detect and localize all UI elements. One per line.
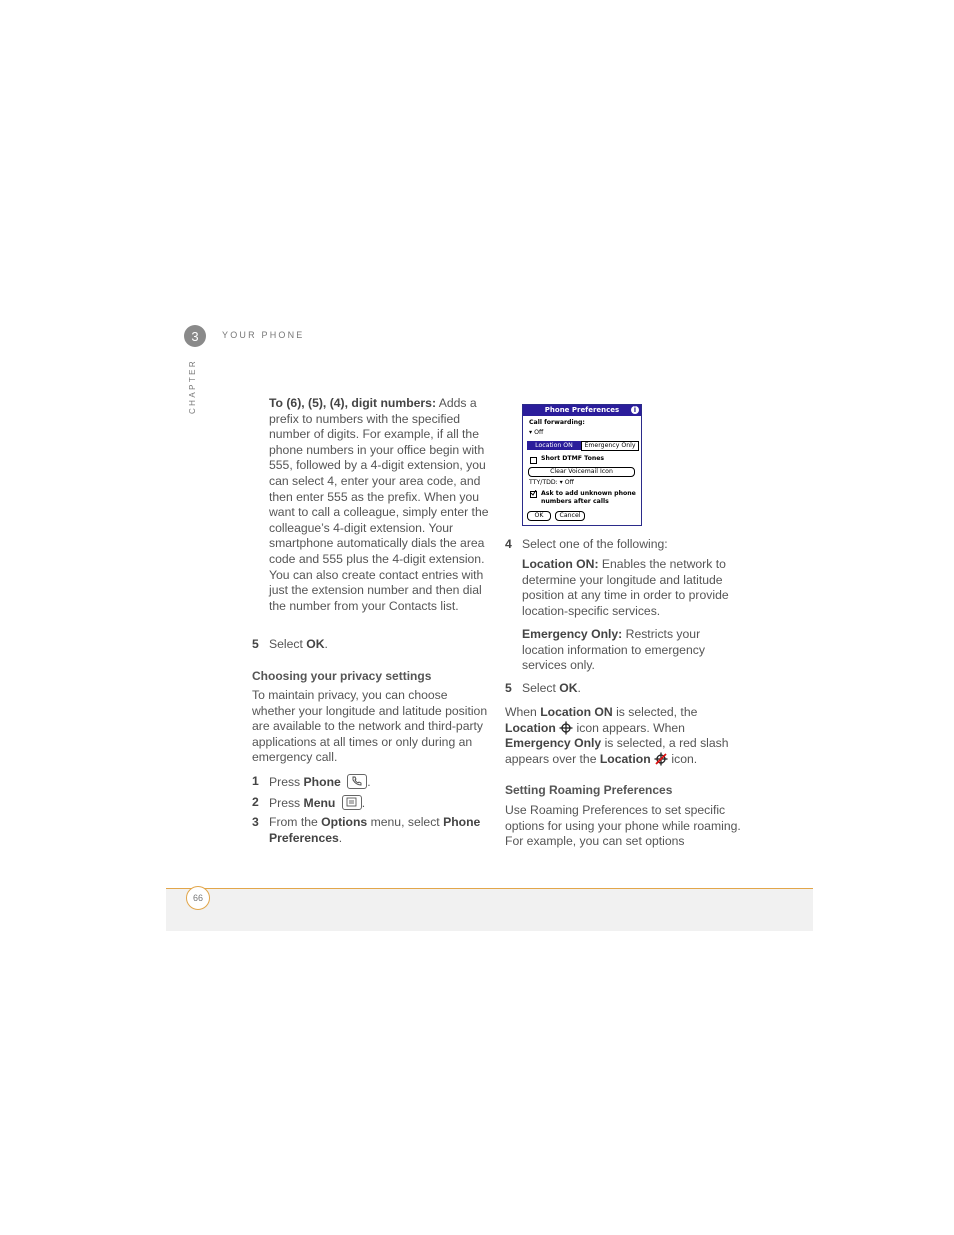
menu-key-icon	[342, 795, 362, 810]
step-item: 2 Press Menu .	[252, 794, 366, 810]
step-item: 1 Press Phone .	[252, 774, 371, 789]
short-dtmf-checkbox-icon	[530, 457, 537, 464]
text: icon.	[668, 751, 698, 766]
left-step-5: 5 Select OK.	[252, 637, 328, 651]
step-item	[252, 815, 492, 846]
location-on-desc: Enables the network to determine your longitude and latitude position at any time in order to provide location-specific services.	[522, 557, 729, 618]
step-text: Select	[522, 681, 560, 695]
step-bold: Phone	[303, 775, 341, 789]
privacy-steps	[252, 774, 492, 850]
emergency-only-option: Emergency Only	[581, 441, 639, 451]
bold-text: Location	[505, 720, 556, 735]
step-number: 4	[505, 537, 512, 551]
location-on-option: Location ON	[527, 441, 581, 450]
right-step-5: 5 Select OK.	[505, 681, 581, 695]
chapter-number-badge: 3	[184, 325, 206, 347]
location-on-term: Location ON:	[522, 557, 599, 571]
emergency-only-term: Emergency Only:	[522, 627, 623, 641]
device-title-bar	[523, 405, 641, 416]
location-icon-paragraph	[505, 705, 745, 767]
step-number: 5	[505, 681, 512, 695]
clear-voicemail-button: Clear Voicemail Icon	[528, 467, 635, 477]
step-number: 1	[252, 774, 259, 788]
phone-key-icon	[347, 774, 367, 789]
emergency-only-paragraph	[522, 627, 742, 674]
ask-add-label-1: Ask to add unknown phone	[541, 490, 636, 497]
ask-add-checkbox-icon	[530, 491, 537, 498]
privacy-heading: Choosing your privacy settings	[252, 669, 432, 683]
step-text: menu, select	[367, 815, 444, 830]
call-forwarding-value: ▾ Off	[529, 429, 544, 436]
step-bold: Menu	[303, 795, 336, 810]
step-text: .	[338, 830, 343, 845]
step-bold: Phone Preferences	[269, 815, 481, 845]
step-text: Press	[269, 795, 304, 810]
text: is selected, a red slash appears over the	[505, 736, 729, 766]
step-text: Press	[269, 775, 304, 789]
bold-text: Location	[599, 751, 651, 766]
device-ok-button: OK	[527, 511, 551, 521]
ok-label: OK	[559, 681, 578, 695]
tty-label: TTY/TDD: ▾ Off	[529, 479, 574, 486]
privacy-paragraph: To maintain privacy, you can choose whether your longitude and latitude position are available to the network and third-party applications at all times or only during an emergency call.	[252, 688, 488, 765]
page-number: 66	[186, 886, 210, 910]
footer-band	[166, 888, 813, 931]
step-number: 2	[252, 794, 259, 809]
right-step-4	[505, 537, 745, 553]
digit-numbers-paragraph	[269, 396, 491, 614]
step-text: From the	[269, 815, 322, 830]
step-text: Select	[269, 637, 307, 651]
phone-preferences-screenshot	[522, 404, 642, 526]
text: is selected, the	[612, 705, 698, 719]
step-bold: Options	[321, 815, 368, 830]
short-dtmf-label: Short DTMF Tones	[541, 455, 605, 462]
text: When	[505, 705, 541, 719]
location-on-paragraph	[522, 557, 742, 619]
emergency-only-desc: Restricts your location information to emergency services only.	[522, 627, 705, 673]
ok-label: OK	[306, 637, 325, 651]
location-off-icon	[654, 752, 668, 766]
roaming-paragraph: Use Roaming Preferences to set specific options for using your phone while roaming. For example, you can set options	[505, 803, 741, 849]
bold-text: Emergency Only	[505, 736, 602, 751]
digit-numbers-desc: Adds a prefix to numbers with the specified number of digits. For example, if all the phone numbers in your office begin with 555, followed by a 4-digit extension, you can select 4, enter your area code, and then enter 555 as the prefix. When you want to call a colleague, simply enter the colleague’s 4-digit extension. Your smartphone automatically dials the area code and 555 plus the 4-digit extension. You can also create contact entries with just the extension number and then dial the number from your Contacts list.	[269, 396, 489, 613]
digit-numbers-term: To (6), (5), (4), digit numbers:	[269, 396, 437, 410]
step-number: 5	[252, 637, 259, 651]
device-cancel-button: Cancel	[555, 511, 585, 521]
step-text: Select one of the following:	[522, 537, 668, 551]
location-icon	[559, 721, 573, 735]
ask-add-label-2: numbers after calls	[541, 498, 609, 505]
chapter-title: YOUR PHONE	[222, 330, 305, 340]
device-title: Phone Preferences	[544, 406, 620, 414]
info-icon: i	[631, 406, 639, 414]
text: icon appears. When	[573, 720, 685, 735]
roaming-heading: Setting Roaming Preferences	[505, 783, 673, 797]
call-forwarding-label: Call forwarding:	[529, 419, 585, 426]
step-number: 3	[252, 815, 259, 830]
chapter-label-vertical: CHAPTER	[188, 358, 197, 414]
bold-text: Location ON	[540, 705, 613, 719]
